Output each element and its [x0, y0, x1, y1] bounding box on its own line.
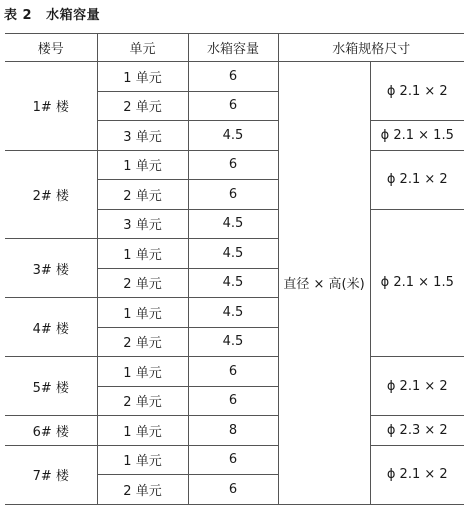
- spec-label-cell: 直径 × 高(米): [278, 62, 370, 505]
- unit-cell: 2 单元: [97, 475, 188, 505]
- capacity-cell: 4.5: [188, 268, 278, 298]
- table-number: 表 2: [4, 8, 33, 23]
- unit-cell: 2 单元: [97, 91, 188, 121]
- water-tank-table: [5, 33, 464, 505]
- capacity-cell: 4.5: [188, 298, 278, 328]
- header-capacity: 水箱容量: [188, 34, 278, 62]
- table-caption: [4, 4, 100, 23]
- capacity-cell: 4.5: [188, 209, 278, 239]
- building-cell: 5# 楼: [5, 357, 97, 416]
- capacity-cell: 8: [188, 416, 278, 446]
- capacity-cell: 6: [188, 357, 278, 387]
- capacity-cell: 6: [188, 475, 278, 505]
- unit-cell: 3 单元: [97, 209, 188, 239]
- unit-cell: 1 单元: [97, 298, 188, 328]
- unit-cell: 2 单元: [97, 327, 188, 357]
- header-unit: 单元: [97, 34, 188, 62]
- capacity-cell: 6: [188, 386, 278, 416]
- capacity-cell: 6: [188, 150, 278, 180]
- table-title: 水箱容量: [46, 8, 101, 23]
- dimension-cell: ϕ 2.1 × 2: [370, 357, 464, 416]
- unit-cell: 2 单元: [97, 180, 188, 210]
- capacity-cell: 4.5: [188, 327, 278, 357]
- capacity-cell: 4.5: [188, 239, 278, 269]
- building-cell: 4# 楼: [5, 298, 97, 357]
- building-cell: 2# 楼: [5, 150, 97, 239]
- capacity-cell: 6: [188, 180, 278, 210]
- dimension-cell: ϕ 2.1 × 1.5: [370, 209, 464, 357]
- dimension-cell: ϕ 2.1 × 2: [370, 445, 464, 504]
- header-row: [5, 34, 464, 62]
- unit-cell: 1 单元: [97, 62, 188, 92]
- building-cell: 1# 楼: [5, 62, 97, 151]
- unit-cell: 1 单元: [97, 445, 188, 475]
- unit-cell: 1 单元: [97, 357, 188, 387]
- table-row: [5, 150, 464, 180]
- unit-cell: 1 单元: [97, 416, 188, 446]
- capacity-cell: 6: [188, 91, 278, 121]
- capacity-cell: 4.5: [188, 121, 278, 151]
- table-row: [5, 416, 464, 446]
- unit-cell: 2 单元: [97, 386, 188, 416]
- capacity-cell: 6: [188, 62, 278, 92]
- building-cell: 7# 楼: [5, 445, 97, 504]
- unit-cell: 2 单元: [97, 268, 188, 298]
- table-row: [5, 62, 464, 92]
- building-cell: 3# 楼: [5, 239, 97, 298]
- table-row: [5, 357, 464, 387]
- unit-cell: 1 单元: [97, 239, 188, 269]
- dimension-cell: ϕ 2.1 × 2: [370, 150, 464, 209]
- header-spec: 水箱规格尺寸: [278, 34, 464, 62]
- dimension-cell: ϕ 2.1 × 1.5: [370, 121, 464, 151]
- capacity-cell: 6: [188, 445, 278, 475]
- table-row: [5, 445, 464, 475]
- dimension-cell: ϕ 2.3 × 2: [370, 416, 464, 446]
- header-building: 楼号: [5, 34, 97, 62]
- unit-cell: 1 单元: [97, 150, 188, 180]
- unit-cell: 3 单元: [97, 121, 188, 151]
- dimension-cell: ϕ 2.1 × 2: [370, 62, 464, 121]
- building-cell: 6# 楼: [5, 416, 97, 446]
